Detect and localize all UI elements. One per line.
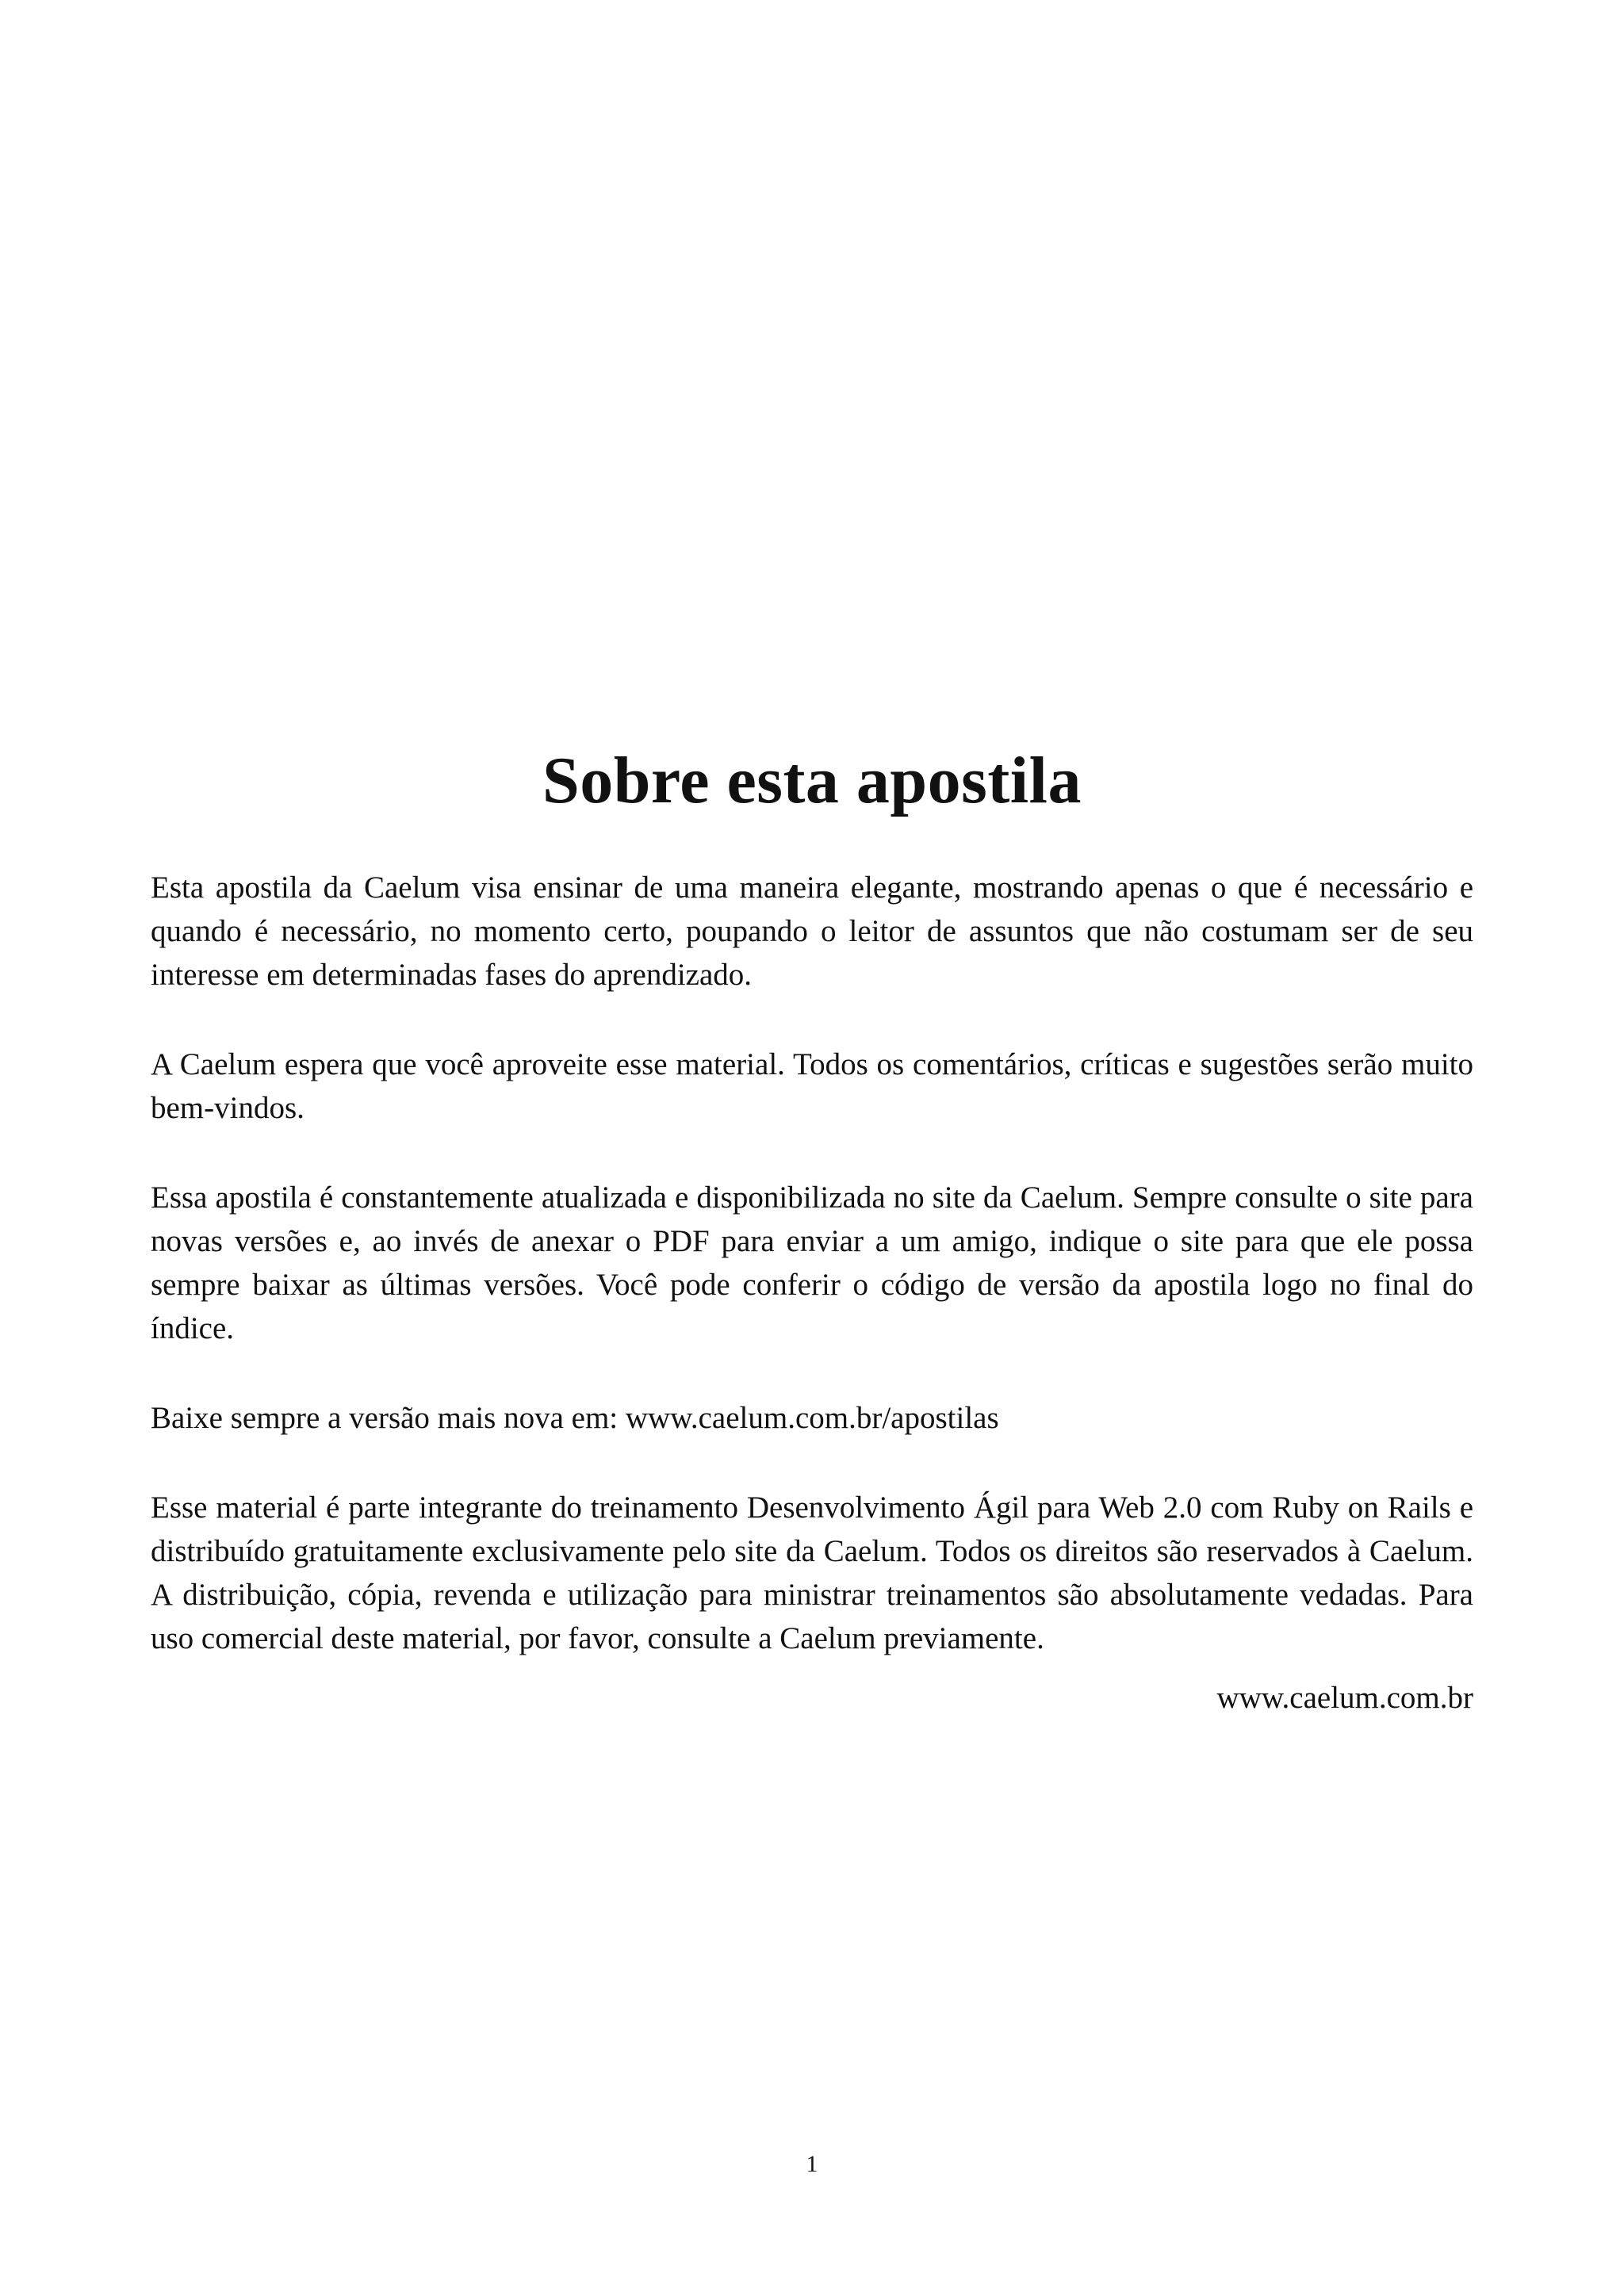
website-link: www.caelum.com.br bbox=[1216, 1681, 1473, 1715]
body-text bbox=[151, 866, 1473, 1720]
paragraph-copyright: Esse material é parte integrante do treinamento Desenvolvimento Ágil para Web 2.0 com Ruby on Rails e distribuído gratuitamente exclusivamente pelo site da Caelum. Todos os direitos são reservados à Caelum. A distribuição, cópia, revenda e utilização para ministrar treinamentos são absolutamente vedadas. Para uso comercial deste material, por favor, consulte a Caelum previamente. bbox=[151, 1490, 1473, 1655]
paragraph-updates: Essa apostila é constantemente atualizada e disponibilizada no site da Caelum. Sempre consulte o site para novas versões e, ao invés de anexar o PDF para enviar a um amigo, indique o site para que ele possa sempre baixar as últimas versões. Você pode conferir o código de versão da apostila logo no final do índice. bbox=[151, 1181, 1473, 1345]
paragraph-expectation: A Caelum espera que você aproveite esse material. Todos os comentários, críticas e sugestões serão muito bem-vindos. bbox=[151, 1047, 1473, 1125]
paragraph-intro: Esta apostila da Caelum visa ensinar de uma maneira elegante, mostrando apenas o que é necessário e quando é necessário, no momento certo, poupando o leitor de assuntos que não costumam ser de seu interesse em determinadas fases do aprendizado. bbox=[151, 871, 1473, 992]
page-title: Sobre esta apostila bbox=[542, 744, 1082, 817]
paragraph-download: Baixe sempre a versão mais nova em: www.caelum.com.br/apostilas bbox=[151, 1401, 999, 1435]
page-number: 1 bbox=[806, 2151, 818, 2177]
